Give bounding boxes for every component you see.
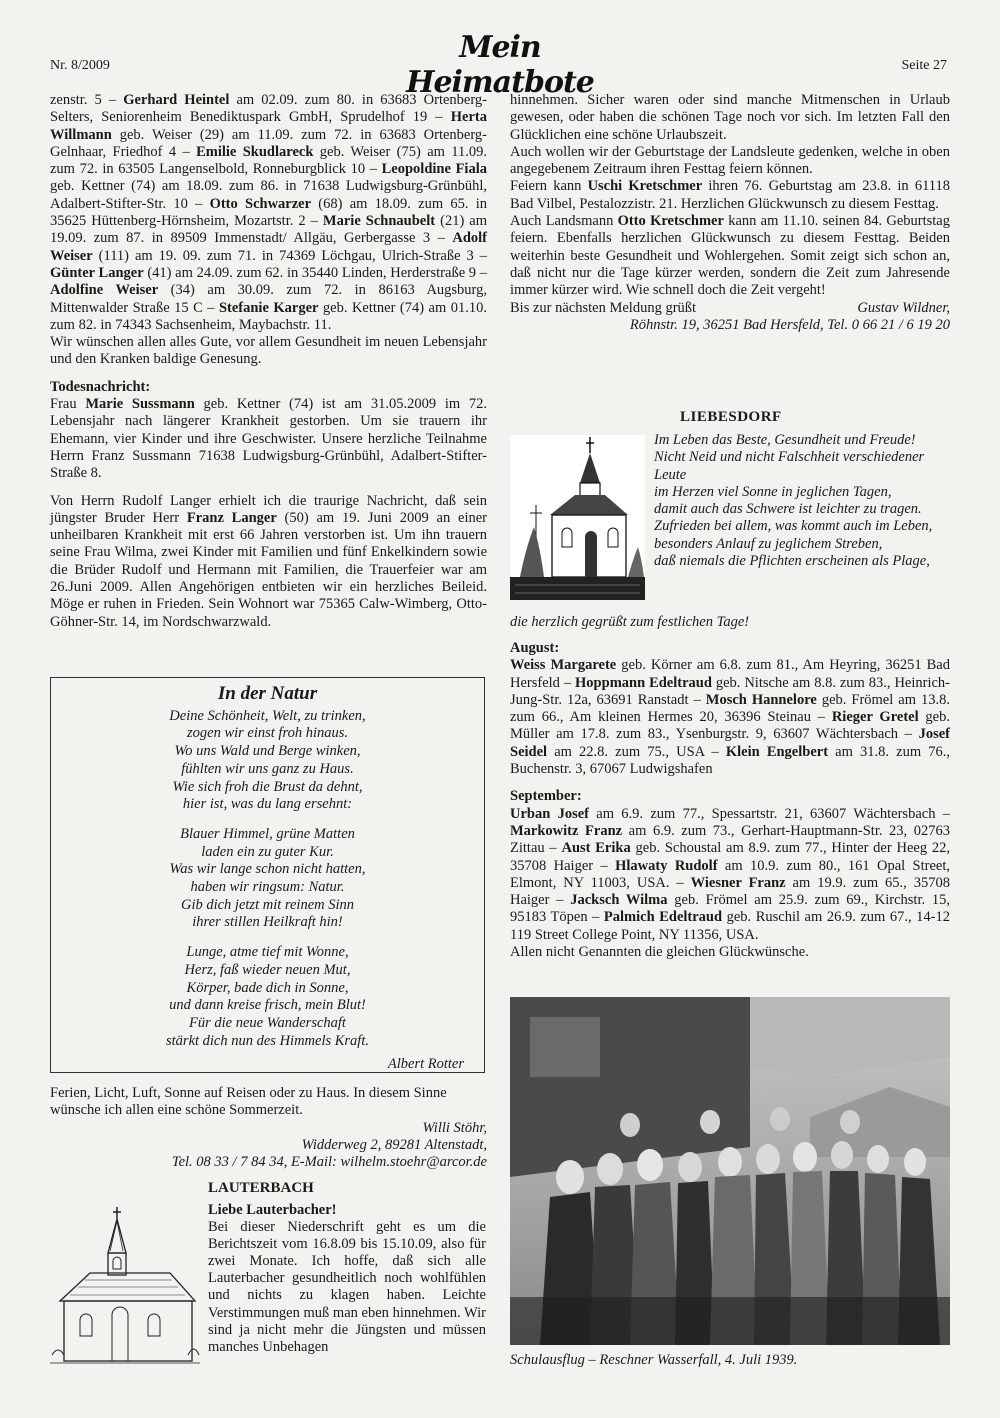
wildner-address: Röhnstr. 19, 36251 Bad Hersfeld, Tel. 0 66 21 / 6 19 20: [629, 316, 950, 333]
poem-stanza: Lunge, atme tief mit Wonne, Herz, faß wieder neuen Mut, Körper, bade dich in Sonne, und dann kreise frisch, mein Blut! Für die neue Wanderschaft stärkt dich nun des Himmels Kraft.: [166, 944, 369, 1049]
poem-stanza: Blauer Himmel, grüne Matten laden ein zu guter Kur. Was wir lange schon nicht hatten, haben wir ringsum: Natur. Gib dich jetzt mit reinem Sinn ihrer stillen Heilkraft hin!: [169, 825, 366, 931]
issue-number: Nr. 8/2009: [50, 58, 110, 73]
right-column: [510, 92, 950, 334]
wishes-text: Wir wünschen allen alles Gute, vor allem Gesundheit im neuen Lebensjahr und den Kranken baldige Genesung.: [50, 334, 487, 368]
poem-author: Albert Rotter: [387, 1056, 464, 1073]
liebesdorf-poem: Im Leben das Beste, Gesundheit und Freude! Nicht Neid und nicht Falschheit verschiedener Leute im Herzen viel Sonne in jeglichen Tagen, damit auch das Schwere ist leichter zu tragen. Zufrieden bei allem, was kommt auch im Leben, besonders Anlauf zu jeglichem Streben, daß niemals die Pflichten erscheinen als Plage,: [654, 432, 933, 570]
langer-notice: Von Herrn Rudolf Langer erhielt ich die traurige Nachricht, daß sein jüngster Bruder Herr Franz Langer (50) am 19. Juni 2009 an einer unheilbaren Krankheit mit erst 66 Jahren verstorben ist. Um ihn trauern seine Frau Wilma, zwei Kinder mit Familien und fünf Enkelkindern sowie die Brüder Rudolf und Hermann mit Familien, die Trauerfeier war am 26.Juni 2009. Allen Angehörigen entbieten wir ein herzliches Beileid. Möge er ruhen in Frieden. Sein Wohnort war 75365 Calw-Wimberg, Otto-Göhner-Str. 14, im Nordschwarzwald.: [50, 492, 487, 630]
lauterbach-title: LAUTERBACH: [208, 1180, 314, 1196]
ferien-name: Willi Stöhr,: [422, 1119, 487, 1136]
august-list: Weiss Margarete geb. Körner am 6.8. zum 81., Am Heyring, 36251 Bad Hersfeld – Hoppmann Edeltraud geb. Nitsche am 8.8. zum 83., Heinrich-Jung-Str. 12a, 63691 Ranstadt – Mosch Hannelore geb. Frömel am 13.8. zum 66., Am kleinen Hermes 20, 36396 Steinau – Rieger Gretel geb. Müller am 17.8. zum 83., Ysenburgstr. 9, 63607 Wächtersbach – Josef Seidel am 22.8. zum 75., USA – Klein Engelbert am 31.8. zum 76., Buchenstr. 3, 67067 Ludwigshafen: [510, 657, 950, 778]
liebesdorf-poem-last: die herzlich gegrüßt zum festlichen Tage!: [510, 614, 750, 630]
september-list: Urban Josef am 6.9. zum 77., Spessartstr. 21, 63607 Wächtersbach – Markowitz Franz am 6.9. zum 73., Gerhart-Hauptmann-Str. 23, 02763 Zittau – Aust Erika geb. Schoustal am 8.9. zum 77., Hinter der Heeg 22, 35708 Haiger – Hlawaty Rudolf am 10.9. zum 80., 161 Opal Street, Elmont, NY 11003, USA. – Wiesner Franz am 19.9. zum 65., 35708 Haiger – Jacksch Wilma geb. Frömel am 25.9. zum 69., Kirchstr. 15, 95183 Töpen – Palmich Edeltraud geb. Ruschil am 26.9. zum 67., 14-12 119 Street College Point, NY 11356, USA.: [510, 805, 951, 943]
poem-title: In der Natur: [217, 683, 318, 704]
poem-stanza: Deine Schönheit, Welt, zu trinken, zogen wir einst froh hinaus. Wo uns Wald und Berge winken, fühlten wir uns ganz zu Haus. Wie sich froh die Brust da dehnt, hier ist, was du lang ersehnt:: [169, 707, 366, 813]
wildner-name: Gustav Wildner,: [857, 299, 950, 316]
photo-caption: Schulausflug – Reschner Wasserfall, 4. Juli 1939.: [510, 1352, 798, 1368]
church-drawing-icon: [510, 435, 645, 600]
death-notice: Frau Marie Sussmann geb. Kettner (74) ist am 31.05.2009 im 72. Lebensjahr nach längerer Krankheit gestorben. Um sie trauern ihr Ehemann, vier Kinder und ihre Geschwister. Unsere herzliche Teilnahme Herrn Franz Sussmann 71638 Ludwigsburg-Grünbühl, Adalbert-Stifter-Straße 8.: [50, 396, 487, 482]
death-heading: Todesnachricht:: [50, 378, 151, 395]
poem-box: [50, 677, 485, 1073]
group-photo: [510, 997, 950, 1345]
left-column: [50, 92, 487, 631]
ferien-text: Ferien, Licht, Luft, Sonne auf Reisen oder zu Haus. In diesem Sinne wünsche ich allen eine schöne Sommerzeit.: [50, 1085, 447, 1119]
birthday-list: zenstr. 5 – Gerhard Heintel am 02.09. zum 80. in 63683 Ortenberg-Selters, Seniorenheim Benediktuspark GmbH, Sprudelhof 19 – Herta Willmann geb. Weiser (29) am 11.09. zum 72. in 63683 Ortenberg-Gelnhaar, Friedhof 4 – Emilie Skudlareck geb. Weiser (75) am 11.09. zum 72. in 63505 Langenselbold, Ronneburgblick 10 – Leopoldine Fiala geb. Kettner (74) am 18.09. zum 86. in 71638 Ludwigsburg-Grünbühl, Adalbert-Stifter-Str. 10 – Otto Schwarzer (68) am 18.09. zum 65. in 35625 Hüttenberg-Hörnsheim, Mozartstr. 2 – Marie Schnaubelt (21) am 19.09. zum 87. in 89509 Immenstadt/ Allgäu, Gerbergasse 3 – Adolf Weiser (111) am 19. 09. zum 71. in 74369 Löchgau, Ulrich-Straße 3 – Günter Langer (41) am 24.09. zum 62. in 35440 Linden, Herderstraße 9 – Adolfine Weiser (34) am 30.09. zum 72. in 86163 Augsburg, Mittenwalder Straße 15 C – Stefanie Karger geb. Kettner (74) am 01.10. zum 82. in 74343 Sachsenheim, Maybachstr. 11.: [50, 92, 488, 333]
ferien-contact: Tel. 08 33 / 7 84 34, E-Mail: wilhelm.stoehr@arcor.de: [171, 1154, 487, 1171]
lauterbach-text: [208, 1202, 486, 1356]
birthday-lists: [510, 640, 950, 961]
august-heading: August:: [510, 640, 560, 656]
wildner-text: hinnehmen. Sicher waren oder sind manche Mitmenschen in Urlaub gewesen, oder haben die schönen Tage noch vor sich. Im letzten Fall den Glücklichen eine schöne Urlaubszeit. Auch wollen wir der Geburtstage der Landsleute gedenken, welche in oben angegebenem Zeitraum ihren Festtag feiern können. Feiern kann Uschi Kretschmer ihren 76. Geburtstag am 23.8. in 61118 Bad Vilbel, Pestalozzistr. 21. Herzlichen Glückwunsch zu diesem Festtag. Auch Landsmann Otto Kretschmer kann am 11.10. seinen 84. Geburtstag feiern. Ebenfalls herzlichen Glückwunsch zu diesem Festtag. Beiden weiterhin beste Gesundheit und Wohlergehen. Somit zeigt sich schon an, daß nicht nur die Tage kürzer werden, sondern die Zeit zum Jahresende immer kürzer wird. Wie schnell doch die Zeit vergeht!: [510, 92, 951, 299]
ferien-address: Widderweg 2, 89281 Altenstadt,: [301, 1136, 487, 1153]
chapel-drawing-icon: [50, 1205, 200, 1370]
september-closing: Allen nicht Genannten die gleichen Glückwünsche.: [510, 944, 809, 961]
page-number: Seite 27: [901, 58, 947, 73]
wildner-closing: Bis zur nächsten Meldung grüßt Gustav Wildner,: [510, 299, 950, 316]
liebesdorf-title: LIEBESDORF: [680, 409, 782, 425]
masthead-logo: Mein Heimatbote: [406, 30, 594, 100]
lauterbach-greeting: Liebe Lauterbacher!: [208, 1202, 337, 1218]
ferien-section: [50, 1085, 487, 1171]
september-heading: September:: [510, 788, 582, 805]
lauterbach-body: Bei dieser Niederschrift geht es um die Berichtszeit vom 16.8.09 bis 15.10.09, also für zwei Monate. Ich hoffe, daß sich alle Lauterbacher gesundheitlich noch wohlfühlen und nichts zu klagen haben. Leichte Verstimmungen muß man eben hinnehmen. Wir sind ja nicht mehr die Jüngsten und müssen manches Unbehagen: [208, 1219, 486, 1355]
